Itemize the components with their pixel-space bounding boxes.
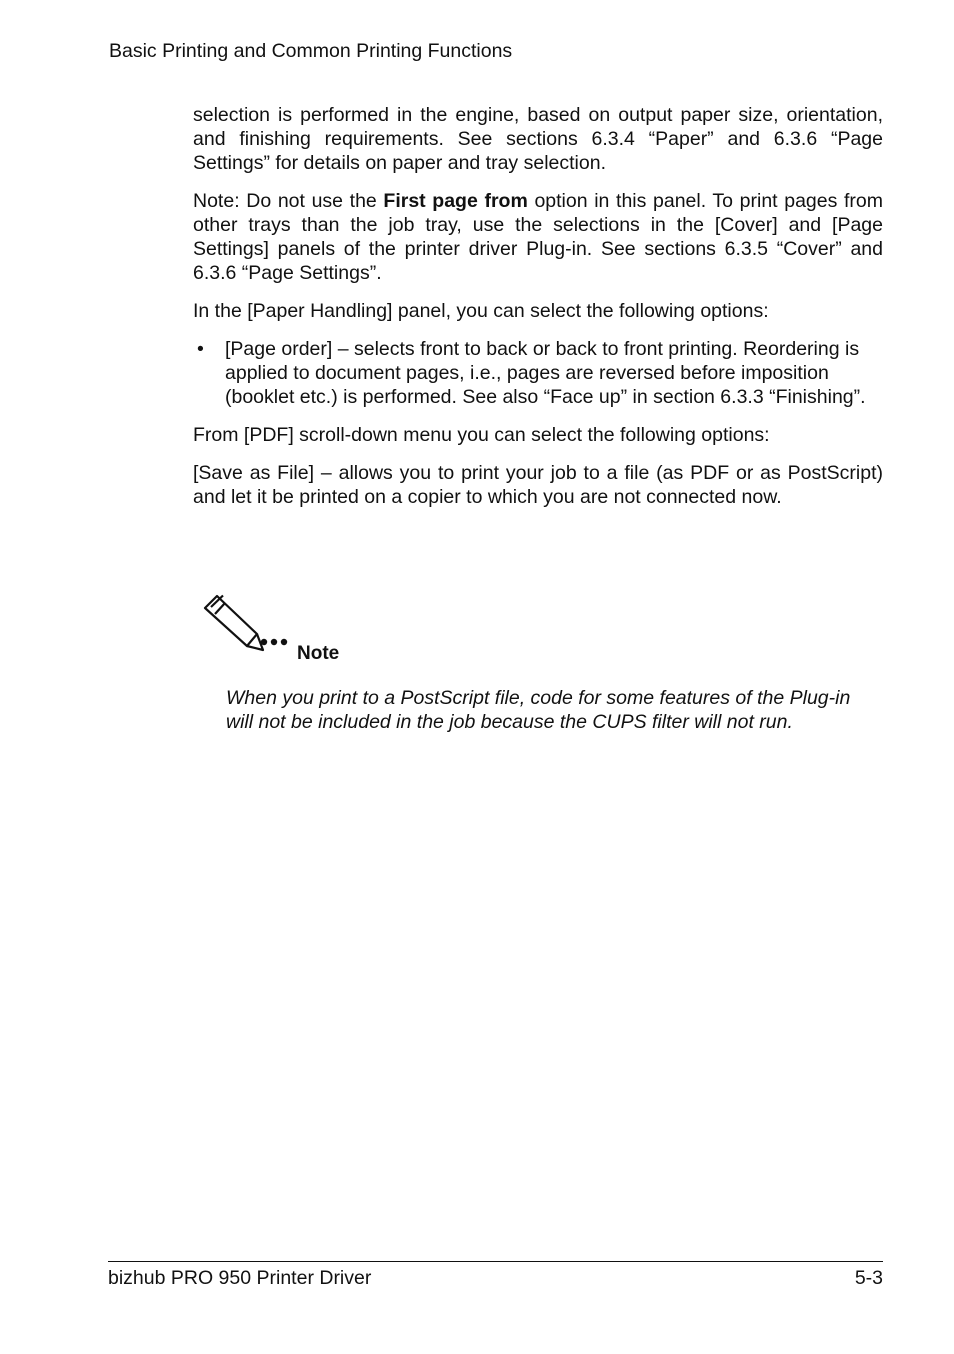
paragraph-first-page-note (193, 189, 883, 285)
footer-product-name: bizhub PRO 950 Printer Driver (108, 1267, 372, 1289)
footer-page-number: 5-3 (854, 1267, 883, 1289)
running-header: Basic Printing and Common Printing Functions (109, 40, 513, 62)
body-text (193, 103, 883, 523)
paragraph-save-as-file: [Save as File] – allows you to print your job to a file (as PDF or as PostScript) and let it be printed on a copier to which you are not connected now. (193, 462, 883, 508)
paragraph-pdf-menu-intro: From [PDF] scroll-down menu you can select the following options: (193, 424, 770, 446)
note-text: When you print to a PostScript file, code for some features of the Plug-in will not be included in the job because the CUPS filter will not run. (226, 687, 851, 733)
paragraph-paper-selection: selection is performed in the engine, based on output paper size, orientation, and finishing requirements. See sections 6.3.4 “Paper” and 6.3.6 “Page Settings” for details on paper and tray selection. (193, 104, 883, 174)
note-heading (201, 590, 891, 670)
note-suffix: option in this panel. To print pages from other trays than the job tray, use the selections in the [Cover] and [Page Settings] panels of the printer driver Plug-in. See sections 6.3.5 “Cover” and 6.3.6 “Page Settings”. (193, 190, 884, 284)
note-label: Note (297, 643, 340, 664)
footer-rule (108, 1261, 883, 1262)
first-page-from-term: First page from (383, 190, 528, 212)
bullet-mark: • (197, 338, 204, 360)
note-prefix: Note: Do not use the (193, 190, 384, 212)
options-bullet-list (193, 337, 883, 409)
bullet-text: [Page order] – selects front to back or back to front printing. Reordering is applied to document pages, i.e., pages are reversed before imposition (booklet etc.) is performed. See also “Face up” in section 6.3.3 “Finishing”. (225, 338, 866, 408)
note-block (201, 590, 891, 670)
list-item (193, 337, 883, 409)
pencil-note-icon (201, 590, 291, 652)
paragraph-paper-handling-intro: In the [Paper Handling] panel, you can select the following options: (193, 300, 769, 322)
